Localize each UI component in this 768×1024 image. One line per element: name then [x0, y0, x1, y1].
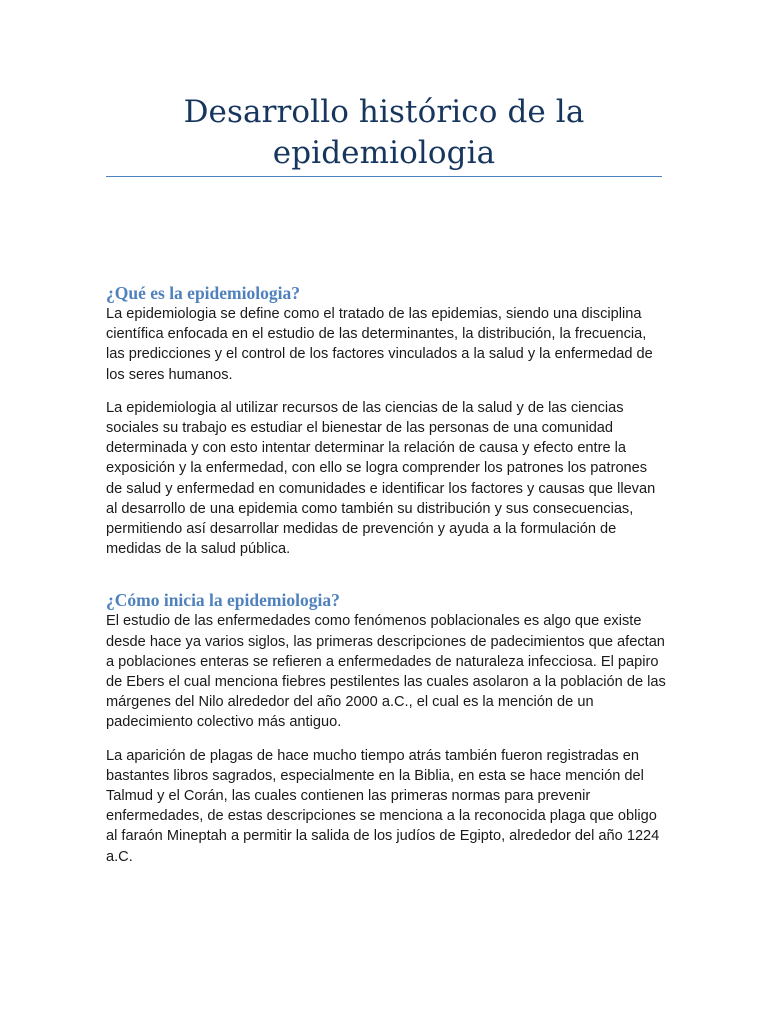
title-underline [106, 176, 662, 177]
section-how-it-starts [106, 589, 666, 866]
paragraph: La aparición de plagas de hace mucho tiempo atrás también fueron registradas en bastantes libros sagrados, especialmente en la Biblia, en esta se hace mención del Talmud y el Corán, las cuales contienen las primeras normas para prevenir enfermedades, de estas descripciones se menciona a la reconocida plaga que obligo al faraón Mineptah a permitir la salida de los judíos de Egipto, alrededor del año 1224 a.C. [106, 747, 660, 865]
section-what-is [106, 282, 666, 559]
paragraph: La epidemiologia se define como el tratado de las epidemias, siendo una disciplina científica enfocada en el estudio de las determinantes, la distribución, la frecuencia, las predicciones y el control de los factores vinculados a la salud y la enfermedad de los seres humanos. [106, 306, 653, 383]
section-heading: ¿Qué es la epidemiologia? [106, 283, 300, 303]
paragraph: La epidemiologia al utilizar recursos de las ciencias de la salud y de las ciencias sociales su trabajo es estudiar el bienestar de las personas de una comunidad determinada y con esto intentar determinar la relación de causa y efecto entre la exposición y la enfermedad, con ello se logra comprender los patrones los patrones de salud y enfermedad en comunidades e identificar los factores y causas que llevan al desarrollo de una epidemia como también su distribución y sus consecuencias, permitiendo así desarrollar medidas de prevención y ayuda a la formulación de medidas de la salud pública. [106, 399, 656, 558]
section-heading: ¿Cómo inicia la epidemiologia? [106, 590, 340, 611]
document-title: Desarrollo histórico de la epidemiologia [183, 94, 585, 171]
document-body [106, 282, 666, 867]
paragraph: El estudio de las enfermedades como fenómenos poblacionales es algo que existe desde hace ya varios siglos, las primeras descripciones de padecimientos que afectan a poblaciones enteras se refieren a enfermedades de naturaleza infecciosa. El papiro de Ebers el cual menciona fiebres pestilentes las cuales asolaron a la población de las márgenes del Nilo alrededor del año 2000 a.C., el cual es la mención de un padecimiento colectivo más antiguo. [106, 613, 666, 731]
